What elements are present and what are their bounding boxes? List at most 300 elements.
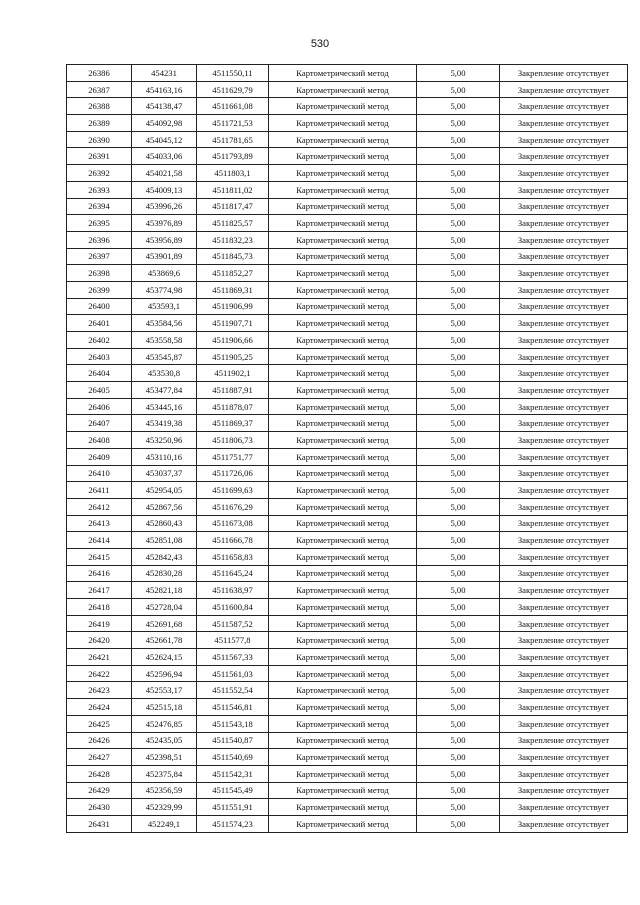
point-number-cell: 26428 (67, 765, 132, 782)
method-cell: Картометрический метод (269, 115, 417, 132)
table-row (67, 482, 628, 499)
table-row (67, 815, 628, 832)
method-cell: Картометрический метод (269, 448, 417, 465)
table-row (67, 632, 628, 649)
method-cell: Картометрический метод (269, 398, 417, 415)
fixation-cell: Закрепление отсутствует (500, 382, 628, 399)
x-coordinate-cell: 452515,18 (132, 699, 197, 716)
fixation-cell: Закрепление отсутствует (500, 148, 628, 165)
accuracy-cell: 5,00 (417, 98, 500, 115)
y-coordinate-cell: 4511658,83 (197, 548, 269, 565)
table-row (67, 65, 628, 82)
fixation-cell: Закрепление отсутствует (500, 515, 628, 532)
method-cell: Картометрический метод (269, 548, 417, 565)
point-number-cell: 26398 (67, 265, 132, 282)
table-row (67, 281, 628, 298)
table-row (67, 732, 628, 749)
x-coordinate-cell: 454163,16 (132, 81, 197, 98)
fixation-cell: Закрепление отсутствует (500, 131, 628, 148)
y-coordinate-cell: 4511546,81 (197, 699, 269, 716)
x-coordinate-cell: 453419,38 (132, 415, 197, 432)
y-coordinate-cell: 4511542,31 (197, 765, 269, 782)
x-coordinate-cell: 453445,16 (132, 398, 197, 415)
method-cell: Картометрический метод (269, 715, 417, 732)
point-number-cell: 26430 (67, 799, 132, 816)
table-row (67, 498, 628, 515)
y-coordinate-cell: 4511567,33 (197, 649, 269, 666)
point-number-cell: 26421 (67, 649, 132, 666)
method-cell: Картометрический метод (269, 482, 417, 499)
method-cell: Картометрический метод (269, 649, 417, 666)
accuracy-cell: 5,00 (417, 665, 500, 682)
accuracy-cell: 5,00 (417, 181, 500, 198)
point-number-cell: 26406 (67, 398, 132, 415)
y-coordinate-cell: 4511887,91 (197, 382, 269, 399)
point-number-cell: 26387 (67, 81, 132, 98)
y-coordinate-cell: 4511906,66 (197, 332, 269, 349)
table-row (67, 98, 628, 115)
x-coordinate-cell: 453545,87 (132, 348, 197, 365)
method-cell: Картометрический метод (269, 248, 417, 265)
point-number-cell: 26396 (67, 231, 132, 248)
point-number-cell: 26390 (67, 131, 132, 148)
x-coordinate-cell: 453558,58 (132, 332, 197, 349)
point-number-cell: 26415 (67, 548, 132, 565)
x-coordinate-cell: 452830,28 (132, 565, 197, 582)
point-number-cell: 26414 (67, 532, 132, 549)
fixation-cell: Закрепление отсутствует (500, 165, 628, 182)
table-row (67, 799, 628, 816)
accuracy-cell: 5,00 (417, 81, 500, 98)
x-coordinate-cell: 452728,04 (132, 599, 197, 616)
accuracy-cell: 5,00 (417, 298, 500, 315)
x-coordinate-cell: 452867,56 (132, 498, 197, 515)
table-row (67, 215, 628, 232)
x-coordinate-cell: 453901,89 (132, 248, 197, 265)
fixation-cell: Закрепление отсутствует (500, 632, 628, 649)
method-cell: Картометрический метод (269, 265, 417, 282)
method-cell: Картометрический метод (269, 782, 417, 799)
table-row (67, 782, 628, 799)
method-cell: Картометрический метод (269, 332, 417, 349)
method-cell: Картометрический метод (269, 65, 417, 82)
table-row (67, 181, 628, 198)
fixation-cell: Закрепление отсутствует (500, 398, 628, 415)
fixation-cell: Закрепление отсутствует (500, 348, 628, 365)
table-row (67, 315, 628, 332)
x-coordinate-cell: 452476,85 (132, 715, 197, 732)
accuracy-cell: 5,00 (417, 615, 500, 632)
table-row (67, 532, 628, 549)
x-coordinate-cell: 454009,13 (132, 181, 197, 198)
x-coordinate-cell: 454021,58 (132, 165, 197, 182)
method-cell: Картометрический метод (269, 315, 417, 332)
x-coordinate-cell: 452375,84 (132, 765, 197, 782)
method-cell: Картометрический метод (269, 231, 417, 248)
x-coordinate-cell: 453110,16 (132, 448, 197, 465)
x-coordinate-cell: 454231 (132, 65, 197, 82)
method-cell: Картометрический метод (269, 615, 417, 632)
y-coordinate-cell: 4511781,65 (197, 131, 269, 148)
page-number: 530 (310, 38, 330, 50)
fixation-cell: Закрепление отсутствует (500, 532, 628, 549)
fixation-cell: Закрепление отсутствует (500, 415, 628, 432)
y-coordinate-cell: 4511551,91 (197, 799, 269, 816)
accuracy-cell: 5,00 (417, 682, 500, 699)
method-cell: Картометрический метод (269, 382, 417, 399)
method-cell: Картометрический метод (269, 465, 417, 482)
x-coordinate-cell: 453774,98 (132, 281, 197, 298)
fixation-cell: Закрепление отсутствует (500, 315, 628, 332)
x-coordinate-cell: 454045,12 (132, 131, 197, 148)
method-cell: Картометрический метод (269, 131, 417, 148)
y-coordinate-cell: 4511726,06 (197, 465, 269, 482)
method-cell: Картометрический метод (269, 432, 417, 449)
table-row (67, 298, 628, 315)
method-cell: Картометрический метод (269, 515, 417, 532)
y-coordinate-cell: 4511645,24 (197, 565, 269, 582)
accuracy-cell: 5,00 (417, 115, 500, 132)
fixation-cell: Закрепление отсутствует (500, 749, 628, 766)
accuracy-cell: 5,00 (417, 348, 500, 365)
y-coordinate-cell: 4511587,52 (197, 615, 269, 632)
method-cell: Картометрический метод (269, 765, 417, 782)
fixation-cell: Закрепление отсутствует (500, 231, 628, 248)
y-coordinate-cell: 4511629,79 (197, 81, 269, 98)
accuracy-cell: 5,00 (417, 448, 500, 465)
x-coordinate-cell: 453037,37 (132, 465, 197, 482)
accuracy-cell: 5,00 (417, 749, 500, 766)
table-row (67, 682, 628, 699)
fixation-cell: Закрепление отсутствует (500, 365, 628, 382)
y-coordinate-cell: 4511638,97 (197, 582, 269, 599)
table-row (67, 665, 628, 682)
accuracy-cell: 5,00 (417, 148, 500, 165)
fixation-cell: Закрепление отсутствует (500, 198, 628, 215)
x-coordinate-cell: 452860,43 (132, 515, 197, 532)
y-coordinate-cell: 4511550,11 (197, 65, 269, 82)
accuracy-cell: 5,00 (417, 732, 500, 749)
table-row (67, 582, 628, 599)
table-row (67, 599, 628, 616)
coordinates-table (66, 64, 628, 833)
table-row (67, 448, 628, 465)
point-number-cell: 26429 (67, 782, 132, 799)
method-cell: Картометрический метод (269, 599, 417, 616)
point-number-cell: 26409 (67, 448, 132, 465)
table-row (67, 398, 628, 415)
accuracy-cell: 5,00 (417, 799, 500, 816)
accuracy-cell: 5,00 (417, 198, 500, 215)
fixation-cell: Закрепление отсутствует (500, 432, 628, 449)
method-cell: Картометрический метод (269, 215, 417, 232)
table-row (67, 365, 628, 382)
x-coordinate-cell: 452356,59 (132, 782, 197, 799)
fixation-cell: Закрепление отсутствует (500, 98, 628, 115)
x-coordinate-cell: 452954,05 (132, 482, 197, 499)
accuracy-cell: 5,00 (417, 432, 500, 449)
fixation-cell: Закрепление отсутствует (500, 115, 628, 132)
y-coordinate-cell: 4511540,87 (197, 732, 269, 749)
fixation-cell: Закрепление отсутствует (500, 699, 628, 716)
method-cell: Картометрический метод (269, 365, 417, 382)
coordinates-table-body (67, 65, 628, 833)
method-cell: Картометрический метод (269, 632, 417, 649)
y-coordinate-cell: 4511806,73 (197, 432, 269, 449)
point-number-cell: 26393 (67, 181, 132, 198)
method-cell: Картометрический метод (269, 682, 417, 699)
fixation-cell: Закрепление отсутствует (500, 715, 628, 732)
method-cell: Картометрический метод (269, 298, 417, 315)
method-cell: Картометрический метод (269, 815, 417, 832)
point-number-cell: 26391 (67, 148, 132, 165)
x-coordinate-cell: 454033,06 (132, 148, 197, 165)
table-row (67, 348, 628, 365)
point-number-cell: 26392 (67, 165, 132, 182)
accuracy-cell: 5,00 (417, 565, 500, 582)
accuracy-cell: 5,00 (417, 465, 500, 482)
table-row (67, 382, 628, 399)
table-row (67, 131, 628, 148)
accuracy-cell: 5,00 (417, 65, 500, 82)
point-number-cell: 26423 (67, 682, 132, 699)
point-number-cell: 26388 (67, 98, 132, 115)
accuracy-cell: 5,00 (417, 498, 500, 515)
fixation-cell: Закрепление отсутствует (500, 265, 628, 282)
fixation-cell: Закрепление отсутствует (500, 498, 628, 515)
x-coordinate-cell: 453250,96 (132, 432, 197, 449)
method-cell: Картометрический метод (269, 665, 417, 682)
table-row (67, 265, 628, 282)
fixation-cell: Закрепление отсутствует (500, 732, 628, 749)
y-coordinate-cell: 4511540,69 (197, 749, 269, 766)
y-coordinate-cell: 4511832,23 (197, 231, 269, 248)
table-row (67, 699, 628, 716)
method-cell: Картометрический метод (269, 582, 417, 599)
accuracy-cell: 5,00 (417, 165, 500, 182)
y-coordinate-cell: 4511600,84 (197, 599, 269, 616)
fixation-cell: Закрепление отсутствует (500, 281, 628, 298)
point-number-cell: 26424 (67, 699, 132, 716)
x-coordinate-cell: 452596,94 (132, 665, 197, 682)
point-number-cell: 26422 (67, 665, 132, 682)
method-cell: Картометрический метод (269, 415, 417, 432)
y-coordinate-cell: 4511817,47 (197, 198, 269, 215)
point-number-cell: 26426 (67, 732, 132, 749)
point-number-cell: 26405 (67, 382, 132, 399)
fixation-cell: Закрепление отсутствует (500, 782, 628, 799)
method-cell: Картометрический метод (269, 732, 417, 749)
y-coordinate-cell: 4511673,08 (197, 515, 269, 532)
y-coordinate-cell: 4511574,23 (197, 815, 269, 832)
accuracy-cell: 5,00 (417, 532, 500, 549)
accuracy-cell: 5,00 (417, 582, 500, 599)
method-cell: Картометрический метод (269, 348, 417, 365)
table-row (67, 615, 628, 632)
table-row (67, 81, 628, 98)
point-number-cell: 26412 (67, 498, 132, 515)
fixation-cell: Закрепление отсутствует (500, 81, 628, 98)
method-cell: Картометрический метод (269, 498, 417, 515)
x-coordinate-cell: 452691,68 (132, 615, 197, 632)
x-coordinate-cell: 453996,26 (132, 198, 197, 215)
accuracy-cell: 5,00 (417, 649, 500, 666)
x-coordinate-cell: 452624,15 (132, 649, 197, 666)
x-coordinate-cell: 452249,1 (132, 815, 197, 832)
accuracy-cell: 5,00 (417, 248, 500, 265)
method-cell: Картометрический метод (269, 532, 417, 549)
accuracy-cell: 5,00 (417, 548, 500, 565)
table-row (67, 565, 628, 582)
fixation-cell: Закрепление отсутствует (500, 298, 628, 315)
method-cell: Картометрический метод (269, 81, 417, 98)
method-cell: Картометрический метод (269, 749, 417, 766)
point-number-cell: 26400 (67, 298, 132, 315)
fixation-cell: Закрепление отсутствует (500, 599, 628, 616)
y-coordinate-cell: 4511878,07 (197, 398, 269, 415)
method-cell: Картометрический метод (269, 148, 417, 165)
accuracy-cell: 5,00 (417, 365, 500, 382)
method-cell: Картометрический метод (269, 799, 417, 816)
table-row (67, 248, 628, 265)
accuracy-cell: 5,00 (417, 815, 500, 832)
y-coordinate-cell: 4511902,1 (197, 365, 269, 382)
accuracy-cell: 5,00 (417, 281, 500, 298)
y-coordinate-cell: 4511577,8 (197, 632, 269, 649)
point-number-cell: 26417 (67, 582, 132, 599)
x-coordinate-cell: 454092,98 (132, 115, 197, 132)
table-row (67, 548, 628, 565)
method-cell: Картометрический метод (269, 699, 417, 716)
point-number-cell: 26401 (67, 315, 132, 332)
y-coordinate-cell: 4511803,1 (197, 165, 269, 182)
method-cell: Картометрический метод (269, 281, 417, 298)
y-coordinate-cell: 4511906,99 (197, 298, 269, 315)
y-coordinate-cell: 4511793,89 (197, 148, 269, 165)
accuracy-cell: 5,00 (417, 215, 500, 232)
point-number-cell: 26397 (67, 248, 132, 265)
point-number-cell: 26410 (67, 465, 132, 482)
fixation-cell: Закрепление отсутствует (500, 765, 628, 782)
y-coordinate-cell: 4511699,63 (197, 482, 269, 499)
table-row (67, 465, 628, 482)
table-row (67, 715, 628, 732)
y-coordinate-cell: 4511721,53 (197, 115, 269, 132)
fixation-cell: Закрепление отсутствует (500, 215, 628, 232)
point-number-cell: 26420 (67, 632, 132, 649)
table-row (67, 765, 628, 782)
x-coordinate-cell: 453593,1 (132, 298, 197, 315)
accuracy-cell: 5,00 (417, 415, 500, 432)
x-coordinate-cell: 452842,43 (132, 548, 197, 565)
y-coordinate-cell: 4511666,78 (197, 532, 269, 549)
accuracy-cell: 5,00 (417, 332, 500, 349)
fixation-cell: Закрепление отсутствует (500, 615, 628, 632)
accuracy-cell: 5,00 (417, 482, 500, 499)
x-coordinate-cell: 452661,78 (132, 632, 197, 649)
y-coordinate-cell: 4511825,57 (197, 215, 269, 232)
point-number-cell: 26416 (67, 565, 132, 582)
fixation-cell: Закрепление отсутствует (500, 332, 628, 349)
accuracy-cell: 5,00 (417, 315, 500, 332)
x-coordinate-cell: 452435,05 (132, 732, 197, 749)
point-number-cell: 26389 (67, 115, 132, 132)
table-row (67, 198, 628, 215)
fixation-cell: Закрепление отсутствует (500, 682, 628, 699)
x-coordinate-cell: 453976,89 (132, 215, 197, 232)
y-coordinate-cell: 4511811,02 (197, 181, 269, 198)
point-number-cell: 26399 (67, 281, 132, 298)
fixation-cell: Закрепление отсутствует (500, 649, 628, 666)
accuracy-cell: 5,00 (417, 715, 500, 732)
point-number-cell: 26386 (67, 65, 132, 82)
x-coordinate-cell: 452553,17 (132, 682, 197, 699)
x-coordinate-cell: 454138,47 (132, 98, 197, 115)
table-row (67, 432, 628, 449)
fixation-cell: Закрепление отсутствует (500, 465, 628, 482)
fixation-cell: Закрепление отсутствует (500, 65, 628, 82)
x-coordinate-cell: 452821,18 (132, 582, 197, 599)
fixation-cell: Закрепление отсутствует (500, 482, 628, 499)
point-number-cell: 26431 (67, 815, 132, 832)
y-coordinate-cell: 4511676,29 (197, 498, 269, 515)
fixation-cell: Закрепление отсутствует (500, 799, 628, 816)
x-coordinate-cell: 452851,08 (132, 532, 197, 549)
accuracy-cell: 5,00 (417, 765, 500, 782)
point-number-cell: 26418 (67, 599, 132, 616)
fixation-cell: Закрепление отсутствует (500, 181, 628, 198)
y-coordinate-cell: 4511545,49 (197, 782, 269, 799)
table-row (67, 649, 628, 666)
fixation-cell: Закрепление отсутствует (500, 248, 628, 265)
x-coordinate-cell: 452398,51 (132, 749, 197, 766)
accuracy-cell: 5,00 (417, 699, 500, 716)
point-number-cell: 26394 (67, 198, 132, 215)
point-number-cell: 26403 (67, 348, 132, 365)
fixation-cell: Закрепление отсутствует (500, 582, 628, 599)
x-coordinate-cell: 453584,56 (132, 315, 197, 332)
table-row (67, 231, 628, 248)
accuracy-cell: 5,00 (417, 599, 500, 616)
accuracy-cell: 5,00 (417, 131, 500, 148)
table-row (67, 165, 628, 182)
table-row (67, 415, 628, 432)
table-row (67, 148, 628, 165)
y-coordinate-cell: 4511543,18 (197, 715, 269, 732)
accuracy-cell: 5,00 (417, 632, 500, 649)
point-number-cell: 26402 (67, 332, 132, 349)
y-coordinate-cell: 4511552,54 (197, 682, 269, 699)
point-number-cell: 26413 (67, 515, 132, 532)
table-row (67, 115, 628, 132)
point-number-cell: 26395 (67, 215, 132, 232)
y-coordinate-cell: 4511907,71 (197, 315, 269, 332)
accuracy-cell: 5,00 (417, 782, 500, 799)
accuracy-cell: 5,00 (417, 382, 500, 399)
fixation-cell: Закрепление отсутствует (500, 815, 628, 832)
x-coordinate-cell: 453869,6 (132, 265, 197, 282)
y-coordinate-cell: 4511905,25 (197, 348, 269, 365)
method-cell: Картометрический метод (269, 98, 417, 115)
x-coordinate-cell: 453956,89 (132, 231, 197, 248)
fixation-cell: Закрепление отсутствует (500, 565, 628, 582)
method-cell: Картометрический метод (269, 181, 417, 198)
table-row (67, 332, 628, 349)
x-coordinate-cell: 453530,8 (132, 365, 197, 382)
table-row (67, 515, 628, 532)
point-number-cell: 26427 (67, 749, 132, 766)
method-cell: Картометрический метод (269, 198, 417, 215)
